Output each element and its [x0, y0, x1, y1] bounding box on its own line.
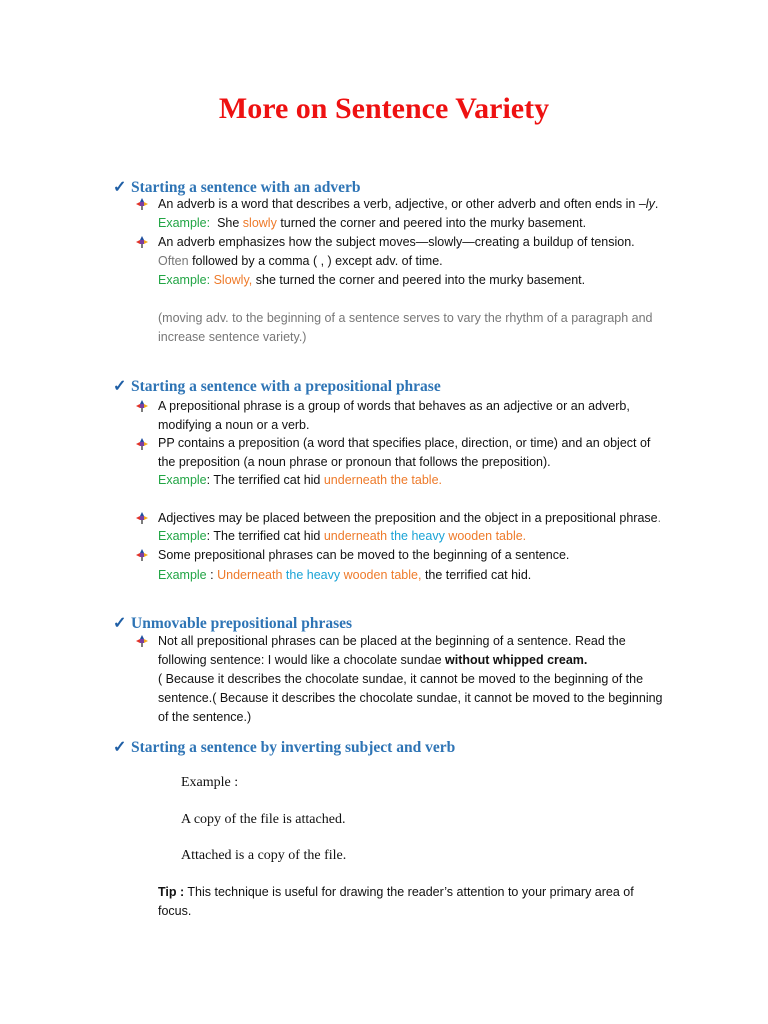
example-line: Example: The terrified cat hid underneath the heavy wooden table.: [158, 529, 527, 543]
example-line: Example: She slowly turned the corner and peered into the murky basement.: [158, 216, 587, 230]
checkmark-icon: ✓: [113, 615, 127, 632]
note-line: increase sentence variety.): [158, 330, 307, 344]
checkmark-icon: ✓: [113, 378, 127, 395]
text-line: modifying a noun or a verb.: [158, 418, 310, 432]
section-heading-adverb: ✓ Starting a sentence with an adverb: [113, 179, 361, 196]
example-sentence: A copy of the file is attached.: [181, 812, 346, 827]
example-line: Example : Underneath the heavy wooden table, the terrified cat hid.: [158, 568, 532, 582]
text-line: A prepositional phrase is a group of words that behaves as an adjective or an adverb,: [158, 399, 630, 413]
bullet-icon: [136, 549, 148, 561]
bullet-icon: [136, 512, 148, 524]
bullet-icon: [136, 236, 148, 248]
section-heading-inverting: ✓ Starting a sentence by inverting subject and verb: [113, 739, 456, 756]
text-line: PP contains a preposition (a word that specifies place, direction, or time) and an object of: [158, 436, 651, 450]
bullet-icon: [136, 198, 148, 210]
text-line: Some prepositional phrases can be moved to the beginning of a sentence.: [158, 548, 570, 562]
text-line: Not all prepositional phrases can be placed at the beginning of a sentence. Read the: [158, 634, 626, 648]
text-line: An adverb is a word that describes a verb, adjective, or other adverb and often ends in –ly.: [158, 197, 659, 211]
text-line: the preposition (a noun phrase or pronoun that follows the preposition).: [158, 455, 551, 469]
tip-line: focus.: [158, 904, 192, 918]
page-title: More on Sentence Variety: [218, 92, 550, 125]
example-line: Example: The terrified cat hid underneath the table.: [158, 473, 443, 487]
section-heading-unmovable-phrases: ✓ Unmovable prepositional phrases: [113, 615, 353, 632]
text-line: Adjectives may be placed between the preposition and the object in a prepositional phrase.: [158, 511, 662, 525]
example-sentence: Attached is a copy of the file.: [181, 848, 347, 863]
bullet-icon: [136, 438, 148, 450]
bullet-icon: [136, 635, 148, 647]
checkmark-icon: ✓: [113, 179, 127, 196]
tip-line: Tip : This technique is useful for drawing the reader’s attention to your primary area of: [158, 885, 634, 899]
example-label: Example :: [181, 775, 239, 790]
text-line: Often followed by a comma ( , ) except adv. of time.: [158, 254, 443, 268]
checkmark-icon: ✓: [113, 739, 127, 756]
text-line: of the sentence.): [158, 710, 252, 724]
example-line: Example: Slowly, she turned the corner and peered into the murky basement.: [158, 273, 586, 287]
text-line: ( Because it describes the chocolate sundae, it cannot be moved to the beginning of the: [158, 672, 644, 686]
text-line: An adverb emphasizes how the subject moves—slowly—creating a buildup of tension.: [158, 235, 635, 249]
section-heading-prepositional-phrase: ✓ Starting a sentence with a prepositional phrase: [113, 378, 441, 395]
text-line: sentence.( Because it describes the chocolate sundae, it cannot be moved to the beginning: [158, 691, 663, 705]
note-line: (moving adv. to the beginning of a sentence serves to vary the rhythm of a paragraph and: [158, 311, 653, 325]
text-line: following sentence: I would like a chocolate sundae without whipped cream.: [158, 653, 588, 667]
bullet-icon: [136, 400, 148, 412]
